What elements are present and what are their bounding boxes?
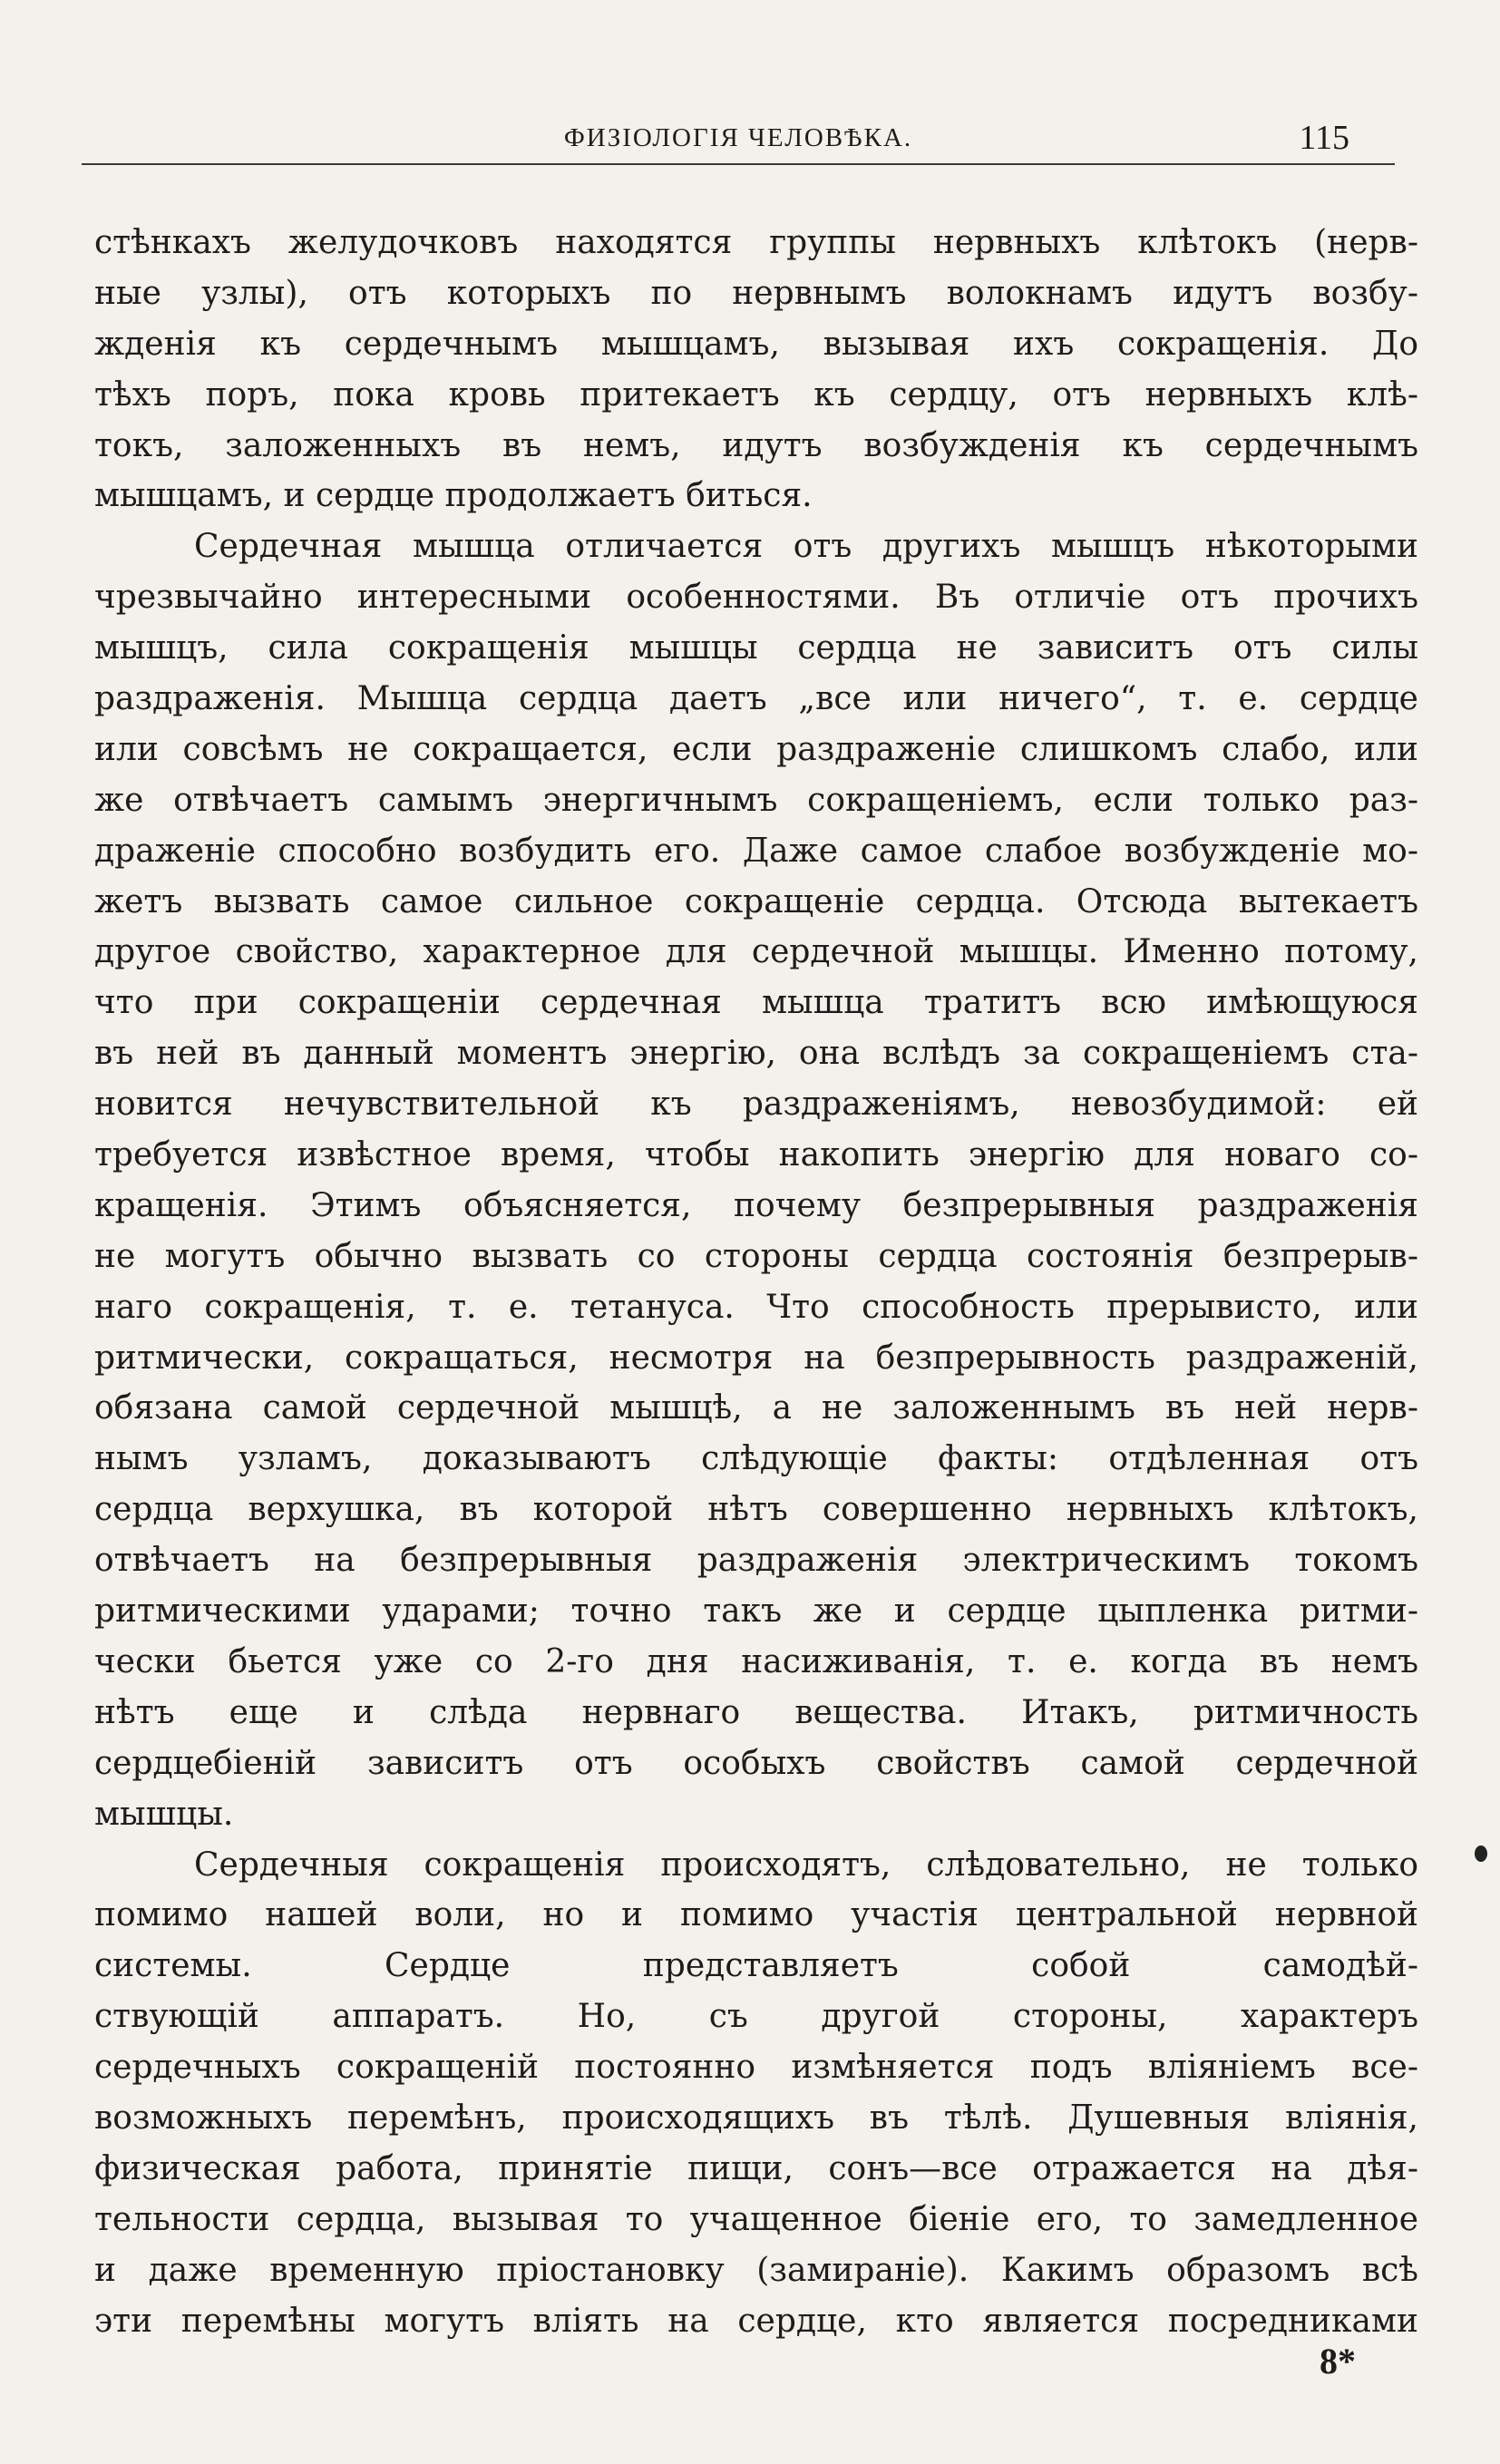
text-line: драженіе способно возбудить его. Даже самое слабое возбужденіе мо- — [94, 832, 1418, 870]
text-line: системы. Сердце представляетъ собой самодѣй- — [94, 1947, 1418, 1985]
text-line: не могутъ обычно вызвать со стороны сердца состоянія безпрерыв- — [94, 1237, 1418, 1275]
text-line: въ ней въ данный моментъ энергію, она вслѣдъ за сокращеніемъ ста- — [94, 1035, 1418, 1073]
text-line: новится нечувствительной къ раздраженіямъ, невозбудимой: ей — [94, 1086, 1418, 1124]
text-line: сердца верхушка, въ которой нѣтъ совершенно нервныхъ клѣтокъ, — [94, 1491, 1418, 1529]
text-line: Сердечныя сокращенія происходятъ, слѣдовательно, не только — [194, 1846, 1418, 1884]
text-line: Сердечная мышца отличается отъ другихъ мышцъ нѣкоторыми — [194, 528, 1418, 566]
ink-spot — [1475, 1846, 1487, 1862]
text-line: же отвѣчаетъ самымъ энергичнымъ сокращеніемъ, если только раз- — [94, 781, 1418, 819]
text-line: тѣхъ поръ, пока кровь притекаетъ къ сердцу, отъ нервныхъ клѣ- — [94, 375, 1418, 414]
text-line: помимо нашей воли, но и помимо участія центральной нервной — [94, 1896, 1418, 1934]
text-line: нымъ узламъ, доказываютъ слѣдующіе факты: отдѣленная отъ — [94, 1440, 1418, 1478]
text-line: или совсѣмъ не сокращается, если раздраженіе слишкомъ слабо, или — [94, 730, 1418, 768]
text-line: кращенія. Этимъ объясняется, почему безпрерывныя раздраженія — [94, 1186, 1418, 1224]
text-line: ритмически, сокращаться, несмотря на безпрерывность раздраженій, — [94, 1339, 1418, 1377]
text-line: жетъ вызвать самое сильное сокращеніе сердца. Отсюда вытекаетъ — [94, 882, 1418, 920]
text-line: сердцебіеній зависитъ отъ особыхъ свойствъ самой сердечной — [94, 1744, 1418, 1782]
text-line: чески бьется уже со 2-го дня насиживанія, т. е. когда въ немъ — [94, 1642, 1418, 1680]
text-line: отвѣчаетъ на безпрерывныя раздраженія электрическимъ токомъ — [94, 1542, 1418, 1580]
text-line: сердечныхъ сокращеній постоянно измѣняется подъ вліяніемъ все- — [94, 2049, 1418, 2087]
text-line: требуется извѣстное время, чтобы накопить энергію для новаго со- — [94, 1136, 1418, 1174]
text-line: обязана самой сердечной мышцѣ, а не заложеннымъ въ ней нерв- — [94, 1389, 1418, 1427]
text-line: и даже временную пріостановку (замираніе). Какимъ образомъ всѣ — [94, 2251, 1418, 2289]
running-title: ФИЗІОЛОГІЯ ЧЕЛОВѢКА. — [563, 123, 913, 152]
text-line: ствующій аппаратъ. Но, съ другой стороны, характеръ — [94, 1998, 1418, 2036]
running-head — [82, 116, 1395, 165]
text-line: мышцамъ, и сердце продолжаетъ биться. — [94, 477, 813, 515]
text-line: ные узлы), отъ которыхъ по нервнымъ волокнамъ идутъ возбу- — [94, 274, 1418, 312]
text-line: другое свойство, характерное для сердечной мышцы. Именно потому, — [94, 933, 1418, 971]
text-line: нѣтъ еще и слѣда нервнаго вещества. Итакъ, ритмичность — [94, 1693, 1418, 1731]
text-line: раздраженія. Мышца сердца даетъ „все или ничего“, т. е. сердце — [94, 680, 1418, 718]
page-number: 115 — [1299, 119, 1349, 157]
text-line: возможныхъ перемѣнъ, происходящихъ въ тѣлѣ. Душевныя вліянія, — [94, 2099, 1418, 2137]
text-line: стѣнкахъ желудочковъ находятся группы нервныхъ клѣтокъ (нерв- — [94, 224, 1418, 261]
text-line: что при сокращеніи сердечная мышца тратитъ всю имѣющуюся — [94, 984, 1418, 1022]
signature-mark: 8* — [1320, 2341, 1356, 2381]
text-line: чрезвычайно интересными особенностями. Въ отличіе отъ прочихъ — [94, 579, 1418, 617]
text-line: наго сокращенія, т. е. тетануса. Что способность прерывисто, или — [94, 1288, 1418, 1326]
text-line: эти перемѣны могутъ вліять на сердце, кто является посредниками — [94, 2302, 1418, 2340]
text-line: мышцы. — [94, 1795, 234, 1833]
text-line: физическая работа, принятіе пищи, сонъ—все отражается на дѣя- — [94, 2149, 1418, 2187]
text-line: мышцъ, сила сокращенія мышцы сердца не зависитъ отъ силы — [94, 629, 1418, 667]
text-line: токъ, заложенныхъ въ немъ, идутъ возбужденія къ сердечнымъ — [94, 426, 1418, 464]
text-line: тельности сердца, вызывая то учащенное біеніе его, то замедленное — [94, 2200, 1418, 2238]
text-line: жденія къ сердечнымъ мышцамъ, вызывая ихъ сокращенія. До — [94, 325, 1418, 363]
body-text — [94, 218, 1418, 2346]
text-line: ритмическими ударами; точно такъ же и сердце цыпленка ритми- — [94, 1592, 1418, 1631]
